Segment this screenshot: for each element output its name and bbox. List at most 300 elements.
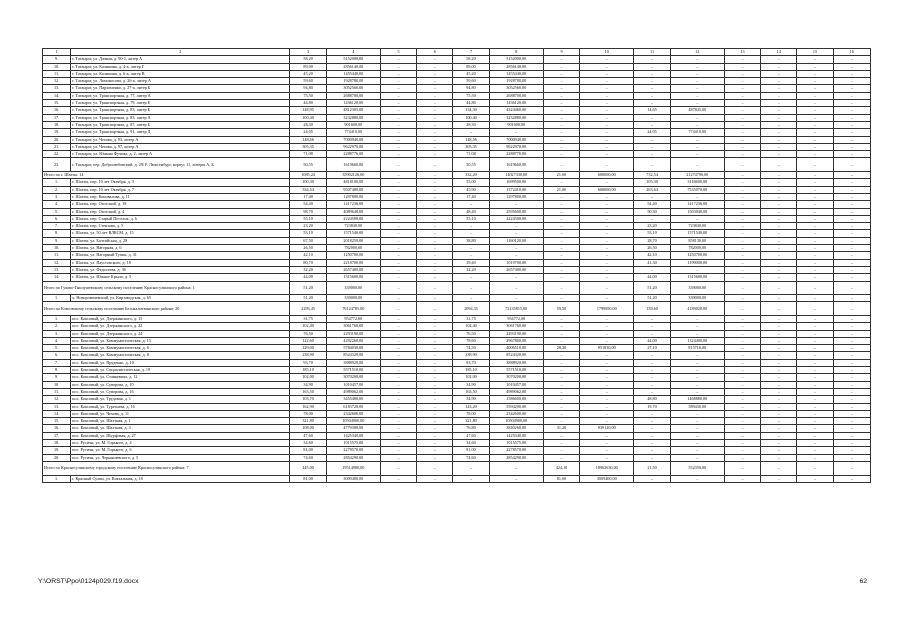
empty-value-cell: –: [417, 447, 453, 454]
empty-value-cell: –: [761, 447, 797, 454]
empty-value-cell: –: [761, 418, 797, 425]
value-cell: 139,60: [634, 302, 670, 316]
empty-value-cell: –: [761, 179, 797, 186]
value-cell: 53,10: [290, 230, 326, 237]
empty-value-cell: –: [543, 114, 579, 121]
empty-value-cell: –: [761, 223, 797, 230]
empty-value-cell: –: [380, 403, 416, 410]
empty-value-cell: –: [417, 396, 453, 403]
empty-value-cell: –: [543, 315, 579, 322]
value-cell: 1468880,00: [670, 396, 724, 403]
empty-value-cell: –: [489, 245, 543, 252]
empty-value-cell: –: [634, 352, 670, 359]
empty-value-cell: –: [543, 266, 579, 273]
empty-value-cell: –: [543, 447, 579, 454]
empty-value-cell: –: [761, 121, 797, 128]
row-number-cell: 16.: [43, 107, 71, 114]
value-cell: 94,80: [290, 85, 326, 92]
empty-value-cell: –: [634, 359, 670, 366]
empty-value-cell: –: [797, 352, 833, 359]
row-number-cell: 13.: [43, 85, 71, 92]
empty-value-cell: –: [380, 345, 416, 352]
empty-value-cell: –: [797, 215, 833, 222]
empty-value-cell: –: [417, 388, 453, 395]
value-cell: 238,90: [453, 352, 489, 359]
empty-value-cell: –: [634, 70, 670, 77]
address-cell: пос. Коксовый, ул. Дзержинского, д. 15: [71, 315, 290, 322]
empty-value-cell: –: [670, 70, 724, 77]
address-cell: пос. Коксовый, ул. Станкевича, д. 12: [71, 374, 290, 381]
address-cell: пос. Коксовый, ул. Шахтная, д. 1: [71, 418, 290, 425]
empty-value-cell: –: [761, 315, 797, 322]
table-row: [43, 440, 871, 447]
empty-value-cell: –: [797, 396, 833, 403]
empty-value-cell: –: [724, 440, 760, 447]
empty-value-cell: –: [580, 230, 634, 237]
empty-value-cell: –: [380, 92, 416, 99]
empty-value-cell: –: [417, 403, 453, 410]
empty-value-cell: –: [670, 323, 724, 330]
value-cell: 102,00: [290, 374, 326, 381]
empty-value-cell: –: [761, 396, 797, 403]
value-cell: 53,10: [634, 230, 670, 237]
value-cell: 2595600,00: [489, 208, 543, 215]
empty-value-cell: –: [417, 266, 453, 273]
empty-value-cell: –: [724, 230, 760, 237]
empty-value-cell: –: [797, 85, 833, 92]
empty-value-cell: –: [833, 345, 870, 352]
empty-value-cell: –: [580, 315, 634, 322]
empty-value-cell: –: [634, 381, 670, 388]
empty-value-cell: –: [417, 158, 453, 172]
empty-value-cell: –: [833, 374, 870, 381]
value-cell: 44,00: [634, 337, 670, 344]
value-cell: 45,20: [453, 70, 489, 77]
address-cell: х. Новоровеневский, ул. Кирзаводская, д. 65: [71, 295, 290, 302]
empty-value-cell: –: [761, 352, 797, 359]
row-number-cell: 21.: [43, 143, 71, 150]
empty-value-cell: –: [543, 208, 579, 215]
value-cell: 2278570,00: [489, 447, 543, 454]
row-number-cell: 17.: [43, 432, 71, 439]
value-cell: 78,00: [453, 410, 489, 417]
empty-value-cell: –: [797, 403, 833, 410]
value-cell: 1799950,00: [580, 302, 634, 316]
column-number-cell: 10: [580, 49, 634, 56]
empty-value-cell: –: [833, 418, 870, 425]
empty-value-cell: –: [417, 114, 453, 121]
empty-value-cell: –: [417, 56, 453, 63]
empty-value-cell: –: [761, 388, 797, 395]
empty-value-cell: –: [833, 56, 870, 63]
empty-value-cell: –: [453, 230, 489, 237]
value-cell: 3455480,00: [326, 396, 380, 403]
value-cell: 2967860,00: [489, 337, 543, 344]
value-cell: 2342600,00: [489, 410, 543, 417]
column-number-cell: 2: [71, 49, 290, 56]
table-row: [43, 129, 871, 136]
value-cell: 54,40: [290, 201, 326, 208]
value-cell: 4989062,00: [326, 388, 380, 395]
row-number-cell: 3.: [43, 193, 71, 200]
column-number-cell: 1: [43, 49, 71, 56]
empty-value-cell: –: [724, 208, 760, 215]
empty-value-cell: –: [761, 100, 797, 107]
address-cell: г. Красный Сулин, ул. Вокзальная, д. 18: [71, 475, 290, 482]
value-cell: 51,20: [290, 295, 326, 302]
table-row: [43, 143, 871, 150]
value-cell: 76124785,00: [326, 302, 380, 316]
value-cell: 54,40: [634, 201, 670, 208]
value-cell: 17,40: [453, 193, 489, 200]
empty-value-cell: –: [797, 345, 833, 352]
empty-value-cell: –: [833, 432, 870, 439]
empty-value-cell: –: [761, 63, 797, 70]
row-number-cell: 11.: [43, 388, 71, 395]
empty-value-cell: –: [761, 337, 797, 344]
empty-value-cell: –: [380, 172, 416, 179]
value-cell: 1019700,00: [489, 259, 543, 266]
value-cell: 1436120,00: [326, 100, 380, 107]
empty-value-cell: –: [724, 259, 760, 266]
value-cell: 305,35: [453, 143, 489, 150]
value-cell: 10504900,00: [489, 418, 543, 425]
empty-value-cell: –: [797, 367, 833, 374]
empty-value-cell: –: [797, 381, 833, 388]
row-number-cell: 14.: [43, 274, 71, 281]
address-cell: г. Таганрог, ул. Ломоносова, д. 26-а, литер А: [71, 78, 290, 85]
value-cell: 28,30: [453, 121, 489, 128]
empty-value-cell: –: [380, 143, 416, 150]
empty-value-cell: –: [670, 63, 724, 70]
empty-value-cell: –: [380, 410, 416, 417]
value-cell: 1503040,00: [670, 208, 724, 215]
empty-value-cell: –: [417, 274, 453, 281]
empty-value-cell: –: [797, 129, 833, 136]
empty-value-cell: –: [453, 201, 489, 208]
empty-value-cell: –: [670, 151, 724, 158]
empty-value-cell: –: [670, 100, 724, 107]
value-cell: 5571510,00: [489, 367, 543, 374]
empty-value-cell: –: [543, 107, 579, 114]
empty-value-cell: –: [489, 201, 543, 208]
empty-value-cell: –: [634, 193, 670, 200]
empty-value-cell: –: [797, 158, 833, 172]
row-number-cell: 11.: [43, 70, 71, 77]
value-cell: 2288776,00: [489, 151, 543, 158]
empty-value-cell: –: [453, 129, 489, 136]
value-cell: 1015575,00: [326, 440, 380, 447]
address-cell: г. Таганрог, ул. Транспортная, д. 79, литер Е: [71, 100, 290, 107]
value-cell: 51,20: [634, 281, 670, 295]
table-row: [43, 107, 871, 114]
empty-value-cell: –: [543, 367, 579, 374]
empty-value-cell: –: [489, 223, 543, 230]
table-row: [43, 92, 871, 99]
empty-value-cell: –: [417, 230, 453, 237]
empty-value-cell: –: [489, 252, 543, 259]
value-cell: 26,50: [290, 245, 326, 252]
empty-value-cell: –: [380, 193, 416, 200]
empty-value-cell: –: [417, 315, 453, 322]
value-cell: 148,95: [290, 107, 326, 114]
empty-value-cell: –: [797, 100, 833, 107]
value-cell: 78,60: [453, 337, 489, 344]
empty-value-cell: –: [761, 136, 797, 143]
empty-value-cell: –: [380, 418, 416, 425]
empty-value-cell: –: [833, 330, 870, 337]
value-cell: 76,80: [453, 425, 489, 432]
empty-value-cell: –: [453, 274, 489, 281]
empty-value-cell: –: [797, 63, 833, 70]
value-cell: 21,50: [634, 461, 670, 475]
empty-value-cell: –: [797, 323, 833, 330]
empty-value-cell: –: [417, 418, 453, 425]
table-row: [43, 295, 871, 302]
empty-value-cell: –: [417, 70, 453, 77]
value-cell: 24,05: [634, 129, 670, 136]
empty-value-cell: –: [417, 100, 453, 107]
value-cell: 4812305,00: [326, 107, 380, 114]
value-cell: 34,90: [290, 381, 326, 388]
empty-value-cell: –: [797, 330, 833, 337]
empty-value-cell: –: [833, 151, 870, 158]
empty-value-cell: –: [761, 440, 797, 447]
empty-value-cell: –: [417, 252, 453, 259]
value-cell: 185,10: [453, 367, 489, 374]
value-cell: 1928780,00: [326, 78, 380, 85]
table-row: [43, 352, 871, 359]
column-number-cell: 13: [724, 49, 760, 56]
empty-value-cell: –: [417, 440, 453, 447]
address-cell: пос. Коксовый, ул. Пруденко, д. 10: [71, 359, 290, 366]
value-cell: 1250700,00: [670, 252, 724, 259]
address-cell: пос. Коксовый, ул. Коммунистическая, д. 15: [71, 337, 290, 344]
empty-value-cell: –: [380, 245, 416, 252]
empty-value-cell: –: [833, 143, 870, 150]
value-cell: 44,80: [453, 100, 489, 107]
address-cell: пос. Коксовый, ул. Коммунистическая, д. 8: [71, 352, 290, 359]
column-number-cell: 8: [489, 49, 543, 56]
empty-value-cell: –: [670, 352, 724, 359]
address-cell: г. Таганрог, ул. Транспортная, д. 91, литер Д: [71, 129, 290, 136]
row-number-cell: 23.: [43, 158, 71, 172]
empty-value-cell: –: [380, 121, 416, 128]
empty-value-cell: –: [670, 374, 724, 381]
empty-value-cell: –: [380, 425, 416, 432]
footer-file-path: Y:\ORST\Ppo\0124p029.f19.docx: [38, 578, 139, 585]
empty-value-cell: –: [833, 245, 870, 252]
empty-value-cell: –: [797, 245, 833, 252]
empty-value-cell: –: [634, 121, 670, 128]
value-cell: 108,00: [290, 425, 326, 432]
empty-value-cell: –: [417, 121, 453, 128]
address-cell: г. Таганрог, ул. Транспортная, д. 83, литер Б: [71, 107, 290, 114]
table-row: [43, 454, 871, 461]
value-cell: 339000,00: [326, 295, 380, 302]
empty-value-cell: –: [417, 337, 453, 344]
empty-value-cell: –: [634, 425, 670, 432]
table-row: [43, 78, 871, 85]
empty-value-cell: –: [833, 266, 870, 273]
row-number-cell: 13.: [43, 266, 71, 273]
value-cell: 7000940,00: [326, 136, 380, 143]
empty-value-cell: –: [417, 92, 453, 99]
value-cell: 24,05: [290, 129, 326, 136]
empty-value-cell: –: [797, 266, 833, 273]
empty-value-cell: –: [543, 410, 579, 417]
empty-value-cell: –: [380, 85, 416, 92]
value-cell: 939120,00: [580, 425, 634, 432]
empty-value-cell: –: [543, 136, 579, 143]
empty-value-cell: –: [724, 367, 760, 374]
empty-value-cell: –: [580, 136, 634, 143]
table-row: [43, 403, 871, 410]
value-cell: 5152000,00: [489, 56, 543, 63]
table-row: [43, 151, 871, 158]
empty-value-cell: –: [724, 359, 760, 366]
empty-value-cell: –: [761, 432, 797, 439]
value-cell: 1297800,00: [326, 193, 380, 200]
address-cell: г. Таганрог, пер. Добролюбовский, д. 29/ Р. Люксембург, корпус 11, литеры А, Б: [71, 158, 290, 172]
value-cell: 332,20: [453, 172, 489, 179]
empty-value-cell: –: [797, 418, 833, 425]
empty-value-cell: –: [634, 440, 670, 447]
empty-value-cell: –: [724, 403, 760, 410]
empty-value-cell: –: [634, 158, 670, 172]
value-cell: 782000,00: [326, 245, 380, 252]
empty-value-cell: –: [489, 274, 543, 281]
empty-value-cell: –: [761, 330, 797, 337]
value-cell: 815710,00: [670, 345, 724, 352]
empty-value-cell: –: [797, 461, 833, 475]
empty-value-cell: –: [833, 100, 870, 107]
empty-value-cell: –: [761, 381, 797, 388]
empty-value-cell: –: [453, 295, 489, 302]
value-cell: 14,65: [634, 107, 670, 114]
value-cell: 3070200,00: [489, 374, 543, 381]
value-cell: 8524320,00: [489, 352, 543, 359]
address-cell: г. Шахты, ул. Паустовского, д. 18: [71, 259, 290, 266]
empty-value-cell: –: [833, 396, 870, 403]
empty-value-cell: –: [543, 70, 579, 77]
empty-value-cell: –: [417, 330, 453, 337]
value-cell: 4324460,00: [489, 107, 543, 114]
empty-value-cell: –: [797, 136, 833, 143]
row-number-cell: 4.: [43, 201, 71, 208]
address-cell: г. Шахты, пер. Охотский, д. 4: [71, 208, 290, 215]
value-cell: 1619660,00: [489, 158, 543, 172]
value-cell: 58,20: [453, 56, 489, 63]
address-cell: пос. Русичи, ул. М. Горького, д. 6: [71, 447, 290, 454]
row-number-cell: 9.: [43, 56, 71, 63]
value-cell: 100,30: [290, 179, 326, 186]
empty-value-cell: –: [634, 330, 670, 337]
value-cell: 98,70: [290, 208, 326, 215]
empty-value-cell: –: [797, 252, 833, 259]
address-cell: г. Таганрог, ул. Пархоменко, д. 27-а, литер Б: [71, 85, 290, 92]
value-cell: 589430,00: [670, 403, 724, 410]
empty-value-cell: –: [724, 245, 760, 252]
empty-value-cell: –: [489, 475, 543, 482]
value-cell: 4989062,00: [489, 388, 543, 395]
value-cell: 445,00: [290, 461, 326, 475]
row-number-cell: 1.: [43, 179, 71, 186]
empty-value-cell: –: [797, 425, 833, 432]
row-number-cell: 14.: [43, 410, 71, 417]
empty-value-cell: –: [724, 143, 760, 150]
empty-value-cell: –: [380, 440, 416, 447]
column-number-cell: 5: [380, 49, 416, 56]
empty-value-cell: –: [380, 259, 416, 266]
empty-value-cell: –: [724, 396, 760, 403]
empty-value-cell: –: [580, 374, 634, 381]
empty-value-cell: –: [543, 440, 579, 447]
empty-value-cell: –: [380, 266, 416, 273]
value-cell: 552350,00: [670, 461, 724, 475]
empty-value-cell: –: [833, 381, 870, 388]
value-cell: 51,20: [634, 295, 670, 302]
address-cell: г. Шахты, ул. Нагорная, д. 6: [71, 245, 290, 252]
value-cell: 774410,00: [326, 129, 380, 136]
empty-value-cell: –: [380, 215, 416, 222]
address-cell: г. Шахты, пер. Стензова, д. 5: [71, 223, 290, 230]
empty-value-cell: –: [724, 85, 760, 92]
value-cell: 2856140,00: [326, 63, 380, 70]
empty-value-cell: –: [724, 92, 760, 99]
empty-value-cell: –: [724, 295, 760, 302]
empty-value-cell: –: [833, 70, 870, 77]
empty-value-cell: –: [797, 78, 833, 85]
empty-value-cell: –: [797, 295, 833, 302]
row-number-cell: 1.: [43, 295, 71, 302]
empty-value-cell: –: [417, 78, 453, 85]
empty-value-cell: –: [724, 78, 760, 85]
empty-value-cell: –: [543, 100, 579, 107]
address-cell: пос. Коксовый, ул. Шахтная, д. 3: [71, 425, 290, 432]
empty-value-cell: –: [724, 63, 760, 70]
empty-value-cell: –: [417, 461, 453, 475]
empty-value-cell: –: [489, 129, 543, 136]
row-number-cell: 10.: [43, 245, 71, 252]
row-number-cell: 9.: [43, 374, 71, 381]
value-cell: 339000,00: [326, 281, 380, 295]
column-number-cell: 4: [326, 49, 380, 56]
page-number: 62: [859, 578, 867, 585]
empty-value-cell: –: [833, 359, 870, 366]
empty-value-cell: –: [634, 367, 670, 374]
address-cell: пос. Русичи, ул. Чернышевского, д. 5: [71, 454, 290, 461]
empty-value-cell: –: [580, 63, 634, 70]
address-cell: г. Шахты, пер. 10 лет Октября, д. 7: [71, 186, 290, 193]
empty-value-cell: –: [797, 179, 833, 186]
value-cell: 2854290,00: [489, 454, 543, 461]
empty-value-cell: –: [724, 410, 760, 417]
address-cell: г. Шахты, пер. 10 лет Октября, д. 3: [71, 179, 290, 186]
empty-value-cell: –: [543, 330, 579, 337]
value-cell: 71,08: [290, 151, 326, 158]
value-cell: 23,20: [634, 223, 670, 230]
empty-value-cell: –: [543, 337, 579, 344]
empty-value-cell: –: [380, 454, 416, 461]
empty-value-cell: –: [580, 56, 634, 63]
value-cell: 1436120,00: [489, 100, 543, 107]
value-cell: 1015575,00: [489, 440, 543, 447]
empty-value-cell: –: [833, 237, 870, 244]
value-cell: 48,40: [453, 208, 489, 215]
value-cell: 5571510,00: [326, 367, 380, 374]
table-row: [43, 186, 871, 193]
